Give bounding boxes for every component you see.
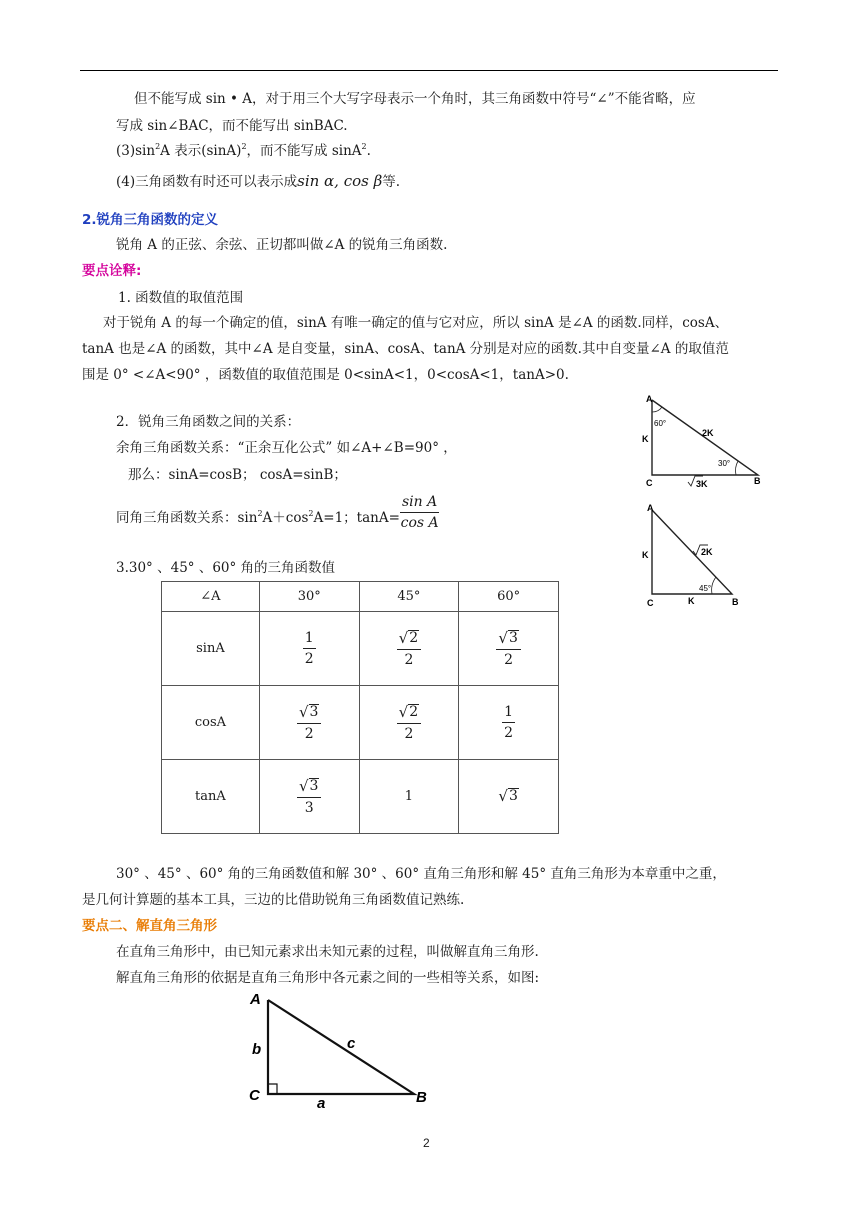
- vertex-label: B: [754, 476, 761, 486]
- triangle-abc-diagram: [246, 990, 436, 1110]
- text-line: (4)三角函数有时还可以表示成sin α, cos β等.: [116, 172, 401, 190]
- subheading: 2．锐角三角函数之间的关系：: [116, 414, 301, 430]
- vertex-label: A: [250, 991, 261, 1008]
- side-label: K: [688, 596, 695, 606]
- paragraph-line: 那么：sinA=cosB； cosA=sinB；: [128, 467, 347, 483]
- side-label: K: [642, 434, 649, 444]
- vertex-label: A: [646, 394, 653, 404]
- vertex-label: C: [647, 598, 654, 608]
- row-label: sinA: [162, 612, 260, 686]
- page-number: 2: [423, 1136, 430, 1150]
- paragraph-line: 围是 0° <∠A<90° ，函数值的取值范围是 0<sinA<1，0<cosA<1，tanA>0.: [82, 367, 569, 383]
- triangle-30-60-diagram: [636, 392, 776, 492]
- side-label: 3K: [696, 479, 708, 489]
- side-label: K: [642, 550, 649, 560]
- row-label: cosA: [162, 686, 260, 760]
- notes-heading: 要点诠释:: [82, 263, 142, 279]
- definition-text: 锐角 A 的正弦、余弦、正切都叫做∠A 的锐角三角函数.: [116, 237, 448, 253]
- table-header-cell: 30°: [259, 582, 359, 612]
- table-cell: √ 3 2: [459, 612, 559, 686]
- triangle-45-diagram: [636, 500, 756, 612]
- text-line: 写成 sin∠BAC，而不能写出 sinBAC.: [116, 118, 348, 134]
- paragraph-line: tanA 也是∠A 的函数，其中∠A 是自变量，sinA、cosA、tanA 分别是对应的函数.其中自变量∠A 的取值范: [82, 341, 729, 357]
- section-heading: 要点二、解直角三角形: [82, 918, 217, 934]
- vertex-label: B: [416, 1089, 427, 1106]
- table-row: [162, 760, 559, 834]
- table-cell: √ 2 2: [359, 612, 459, 686]
- paragraph-line: 是几何计算题的基本工具，三边的比借助锐角三角函数值记熟练.: [82, 892, 465, 908]
- table-cell: 1: [359, 760, 459, 834]
- table-row: [162, 612, 559, 686]
- formula-line: 同角三角函数关系：$\sin^2A+\cos^2A=1$；tanA=: [116, 509, 400, 526]
- table-row: [162, 686, 559, 760]
- vertex-label: A: [647, 503, 654, 513]
- table-header-cell: 60°: [459, 582, 559, 612]
- table-caption: 3.30° 、45° 、60° 角的三角函数值: [116, 560, 336, 576]
- angle-label: 60°: [654, 419, 667, 428]
- vertex-label: C: [249, 1087, 260, 1104]
- vertex-label: C: [646, 478, 653, 488]
- side-label: a: [317, 1095, 326, 1110]
- table-cell: √ 3 3: [259, 760, 359, 834]
- side-label: b: [252, 1041, 262, 1058]
- table-cell: √ 3: [459, 760, 559, 834]
- table-cell: $\frac{1}{2}$: [459, 686, 559, 760]
- side-label: 2K: [702, 428, 714, 438]
- side-label: c: [347, 1035, 356, 1052]
- trig-values-table: [161, 581, 559, 834]
- table-header-cell: ∠A: [162, 582, 260, 612]
- paragraph-line: 对于锐角 A 的每一个确定的值，sinA 有唯一确定的值与它对应，所以 sinA 是∠A 的函数.同样，cosA、: [103, 315, 729, 331]
- section-heading: 2.锐角三角函数的定义: [82, 212, 219, 228]
- paragraph-line: 余角三角函数关系：“正余互化公式” 如∠A+∠B=90° ，: [116, 440, 457, 456]
- table-cell: $\frac{1}{2}$: [259, 612, 359, 686]
- text-line: $(3)\sin^2A$ 表示$(\sin A)^2$，而不能写成 sinA$^2$.: [116, 142, 371, 159]
- subheading: 1. 函数值的取值范围: [118, 290, 244, 306]
- table-cell: √ 3 2: [259, 686, 359, 760]
- table-cell: √ 2 2: [359, 686, 459, 760]
- paragraph-line: 解直角三角形的依据是直角三角形中各元素之间的一些相等关系，如图:: [116, 970, 540, 986]
- angle-label: 45°: [699, 584, 712, 593]
- header-rule: [80, 70, 778, 71]
- angle-label: 30°: [718, 459, 731, 468]
- table-header-cell: 45°: [359, 582, 459, 612]
- paragraph-line: 30° 、45° 、60° 角的三角函数值和解 30° 、60° 直角三角形和解 45° 直角三角形为本章重中之重，: [116, 866, 726, 882]
- side-label: 2K: [701, 547, 713, 557]
- table-header-row: [162, 582, 559, 612]
- vertex-label: B: [732, 597, 739, 607]
- paragraph-line: 在直角三角形中，由已知元素求出未知元素的过程，叫做解直角三角形.: [116, 944, 539, 960]
- text-line: 但不能写成 sin • A，对于用三个大写字母表示一个角时，其三角函数中符号“∠”不能省略，应: [134, 91, 696, 107]
- right-angle-marker: [268, 1084, 277, 1094]
- tan-fraction: $\frac{\text{sin A}}{\text{cos A}}$: [400, 494, 439, 531]
- row-label: tanA: [162, 760, 260, 834]
